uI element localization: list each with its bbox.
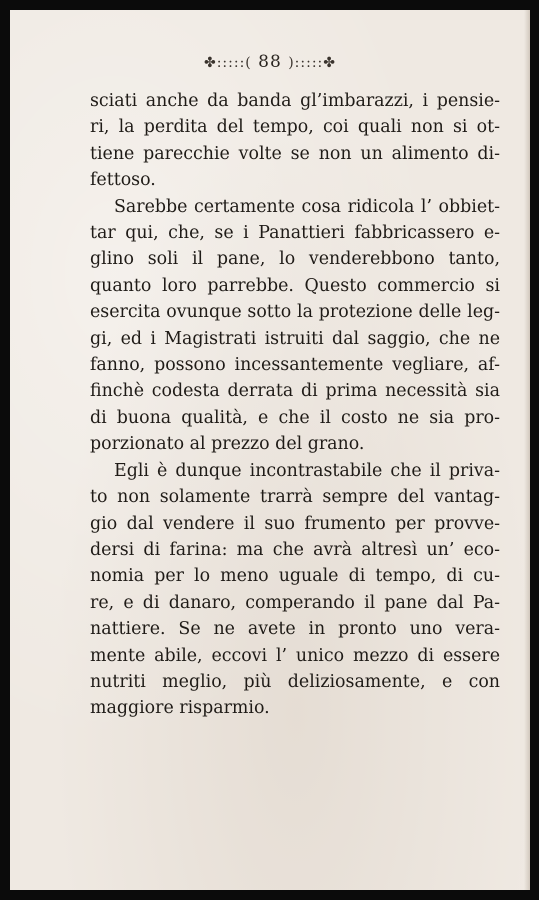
text-line: nattiere. Se ne avete in pronto uno vera- bbox=[90, 619, 500, 640]
header-ornament-left: ✤:::::( bbox=[203, 55, 252, 71]
text-line: mente abile, eccovi l’ unico mezzo di essere bbox=[90, 645, 500, 666]
text-line: tar qui, che, se i Panattieri fabbricassero e- bbox=[90, 223, 500, 244]
body-text bbox=[90, 88, 500, 722]
text-line: gio dal vendere il suo frumento per provve- bbox=[90, 513, 500, 534]
page-number: 88 bbox=[258, 52, 282, 72]
text-line: Sarebbe certamente cosa ridicola l’ obbiet- bbox=[114, 196, 500, 217]
text-line: fettoso. bbox=[90, 170, 156, 191]
text-line: glino soli il pane, lo venderebbono tanto, bbox=[90, 249, 500, 270]
text-line: maggiore risparmio. bbox=[90, 698, 270, 719]
book-page bbox=[10, 10, 530, 890]
text-line: quanto loro parrebbe. Questo commercio si bbox=[90, 275, 500, 296]
text-line: nutriti meglio, più deliziosamente, e con bbox=[90, 671, 500, 692]
text-line: finchè codesta derrata di prima necessità sia bbox=[90, 381, 500, 402]
text-line: nomia per lo meno uguale di tempo, di cu- bbox=[90, 566, 500, 587]
text-line: re, e di danaro, comperando il pane dal Pa- bbox=[90, 592, 500, 613]
page-edge-shadow bbox=[524, 10, 530, 890]
text-line: dersi di farina: ma che avrà altresì un’ eco- bbox=[90, 539, 500, 560]
text-line: Egli è dunque incontrastabile che il priva- bbox=[114, 460, 500, 481]
header-ornament-right: ):::::✤ bbox=[288, 55, 336, 71]
text-line: gi, ed i Magistrati istruiti dal saggio, che ne bbox=[90, 328, 500, 349]
text-line: fanno, possono incessantemente vegliare, af- bbox=[90, 355, 500, 376]
text-line: ri, la perdita del tempo, coi quali non si ot- bbox=[90, 117, 500, 138]
text-line: sciati anche da banda gl’imbarazzi, i pensie- bbox=[90, 91, 500, 111]
page-header bbox=[10, 52, 530, 72]
text-line: porzionato al prezzo del grano. bbox=[90, 434, 365, 455]
text-line: to non solamente trarrà sempre del vantag- bbox=[90, 487, 500, 508]
text-line: tiene parecchie volte se non un alimento di- bbox=[90, 143, 500, 164]
text-line: esercita ovunque sotto la protezione delle leg- bbox=[90, 302, 500, 323]
text-line: di buona qualità, e che il costo ne sia pro- bbox=[90, 407, 500, 428]
